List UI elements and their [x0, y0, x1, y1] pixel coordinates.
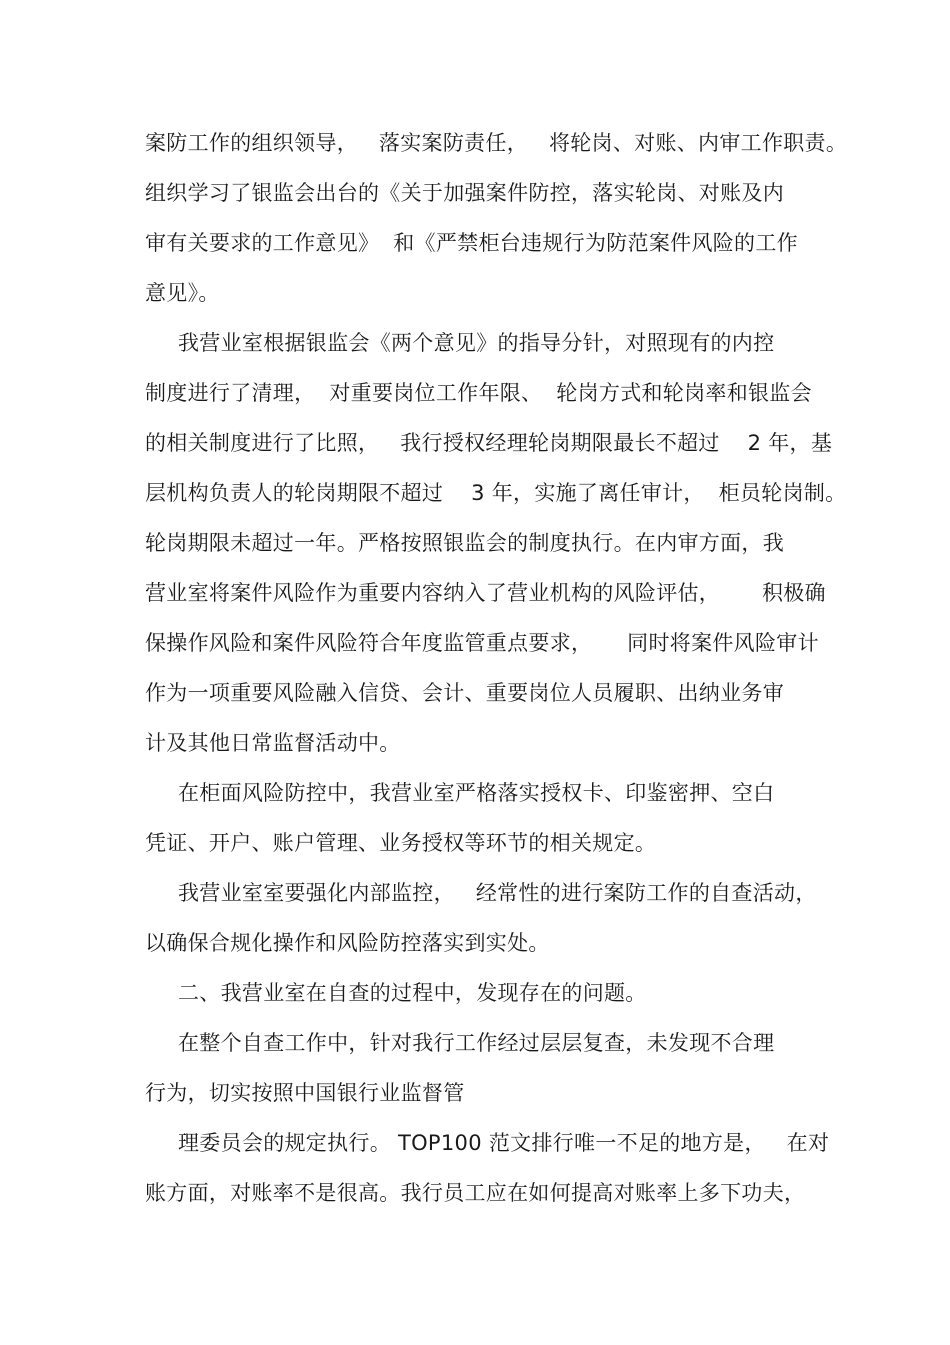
- paragraph-first-line: 在柜面风险防控中，我营业室严格落实授权卡、印鉴密押、空白: [178, 781, 775, 805]
- paragraph-first-line: 我营业室根据银监会《两个意见》的指导分针，对照现有的内控: [178, 331, 775, 355]
- text-line: 以确保合规化操作和风险防控落实到实处。: [145, 931, 550, 955]
- text-line: 行为，切实按照中国银行业监督管: [145, 1081, 465, 1105]
- text-line: 保操作风险和案件风险符合年度监管重点要求， 同时将案件风险审计: [145, 631, 819, 655]
- paragraph-first-line: 在整个自查工作中，针对我行工作经过层层复查，未发现不合理: [178, 1031, 775, 1055]
- text-line: 的相关制度进行了比照， 我行授权经理轮岗期限最长不超过 2 年，基: [145, 431, 833, 455]
- text-line: 审有关要求的工作意见》 和《严禁柜台违规行为防范案件风险的工作: [145, 231, 798, 255]
- paragraph-first-line: 我营业室室要强化内部监控， 经常性的进行案防工作的自查活动，: [178, 881, 817, 905]
- text-line: 作为一项重要风险融入信贷、会计、重要岗位人员履职、出纳业务审: [145, 681, 784, 705]
- text-line: 营业室将案件风险作为重要内容纳入了营业机构的风险评估， 积极确: [145, 581, 826, 605]
- text-line: 轮岗期限未超过一年。严格按照银监会的制度执行。在内审方面，我: [145, 531, 784, 555]
- text-line: 意见》。: [145, 281, 220, 305]
- text-line: 组织学习了银监会出台的《关于加强案件防控，落实轮岗、对账及内: [145, 181, 784, 205]
- text-line: 计及其他日常监督活动中。: [145, 731, 401, 755]
- paragraph-first-line: 理委员会的规定执行。 TOP100 范文排行唯一不足的地方是， 在对: [178, 1131, 830, 1155]
- text-line: 案防工作的组织领导， 落实案防责任， 将轮岗、对账、内审工作职责。: [145, 131, 848, 155]
- section-heading: 二、我营业室在自查的过程中，发现存在的问题。: [178, 981, 647, 1005]
- text-line: 制度进行了清理， 对重要岗位工作年限、 轮岗方式和轮岗率和银监会: [145, 381, 812, 405]
- text-line: 账方面，对账率不是很高。我行员工应在如何提高对账率上多下功夫，: [145, 1181, 806, 1205]
- text-line: 凭证、开户、账户管理、业务授权等环节的相关规定。: [145, 831, 657, 855]
- text-line: 层机构负责人的轮岗期限不超过 3 年，实施了离任审计， 柜员轮岗制。: [145, 481, 847, 505]
